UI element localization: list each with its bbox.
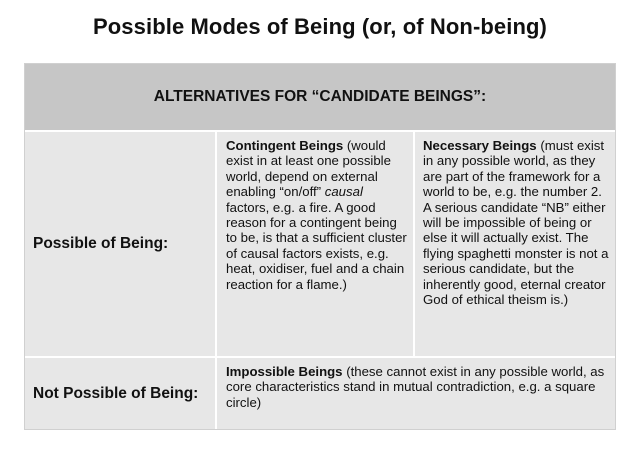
modes-table — [24, 63, 616, 430]
contingent-text-2: factors, e.g. a fire. A good reason for a contingent being to be, is that a sufficient cluster of causal factors exists, e.g. heat, oxidiser, fuel and a chain reaction for a flame.) — [226, 199, 407, 292]
contingent-causal: causal — [324, 184, 363, 200]
table-header: ALTERNATIVES FOR “CANDIDATE BEINGS”: — [25, 64, 615, 130]
impossible-heading: Impossible Beings — [226, 364, 343, 379]
page-title: Possible Modes of Being (or, of Non-being) — [93, 14, 547, 39]
contingent-text-1: (would exist in at least one possible world, depend on external enabling “on/off” — [226, 138, 391, 200]
impossible-text: (these cannot exist in any possible world, as core characteristics stand in mutual contradiction, e.g. a square circle) — [226, 364, 605, 410]
row-label-not-possible: Not Possible of Being: — [25, 358, 215, 429]
necessary-text: (must exist in any possible world, as they are part of the framework for a world to be, e.g. the number 2. A serious candidate “NB” either will be impossible of being or else it will actually exist. The flying spaghetti monster is not a serious candidate, but the inherently good, eternal creator God of ethical theism is.) — [423, 138, 609, 308]
contingent-heading: Contingent Beings — [226, 138, 344, 153]
necessary-beings-cell — [415, 132, 615, 356]
necessary-heading: Necessary Beings — [423, 138, 537, 153]
impossible-beings-cell — [217, 358, 615, 429]
contingent-beings-cell — [217, 132, 413, 356]
row-label-possible: Possible of Being: — [25, 132, 215, 356]
